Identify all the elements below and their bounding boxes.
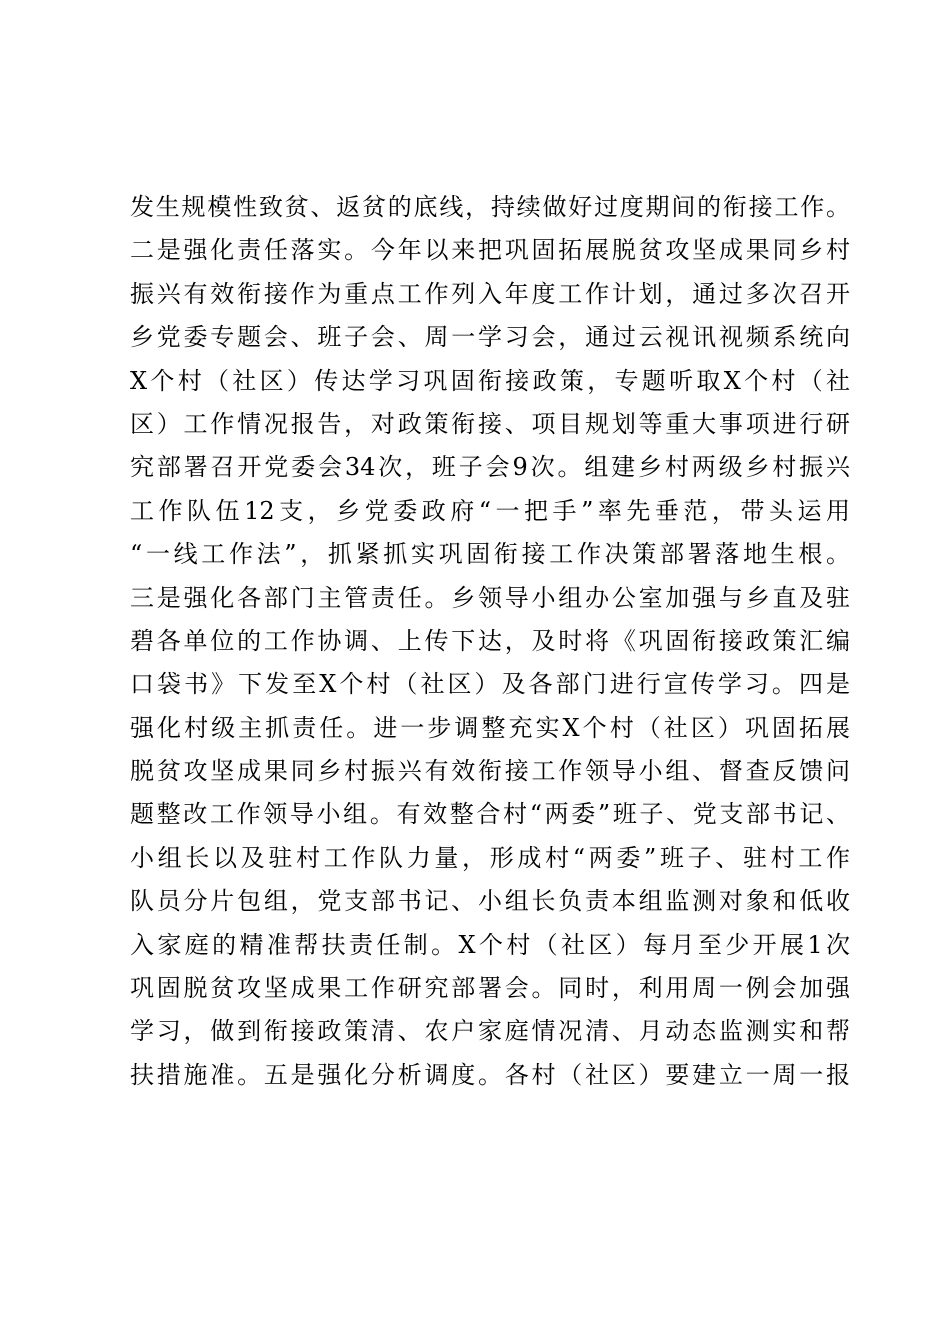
text-line-21: 扶措施准。五是强化分析调度。各村（社区）要建立一周一报 xyxy=(130,1060,850,1089)
text-line-14: 脱贫攻坚成果同乡村振兴有效衔接工作领导小组、督查反馈问 xyxy=(130,757,850,786)
text-line-3: 振兴有效衔接作为重点工作列入年度工作计划，通过多次召开 xyxy=(130,279,850,308)
body-paragraph xyxy=(130,186,850,1097)
text-line-16: 小组长以及驻村工作队力量，形成村“两委”班子、驻村工作 xyxy=(130,843,850,872)
text-line-19: 巩固脱贫攻坚成果工作研究部署会。同时，利用周一例会加强 xyxy=(130,974,850,1003)
text-line-17: 队员分片包组，党支部书记、小组长负责本组监测对象和低收 xyxy=(130,887,850,916)
text-line-15: 题整改工作领导小组。有效整合村“两委”班子、党支部书记、 xyxy=(130,800,850,829)
text-line-13: 强化村级主抓责任。进一步调整充实X个村（社区）巩固拓展 xyxy=(130,713,850,742)
text-line-2: 二是强化责任落实。今年以来把巩固拓展脱贫攻坚成果同乡村 xyxy=(130,236,850,265)
text-line-12: 口袋书》下发至X个村（社区）及各部门进行宣传学习。四是 xyxy=(130,670,850,699)
text-line-8: 工作队伍12支，乡党委政府“一把手”率先垂范，带头运用 xyxy=(130,496,850,525)
text-line-1: 发生规模性致贫、返贫的底线，持续做好过度期间的衔接工作。 xyxy=(130,193,850,221)
text-line-20: 学习，做到衔接政策清、农户家庭情况清、月动态监测实和帮 xyxy=(130,1017,850,1046)
text-line-18: 入家庭的精准帮扶责任制。X个村（社区）每月至少开展1次 xyxy=(130,930,850,959)
text-line-5: X个村（社区）传达学习巩固衔接政策，专题听取X个村（社 xyxy=(130,366,850,395)
text-line-6: 区）工作情况报告，对政策衔接、项目规划等重大事项进行研 xyxy=(130,409,850,438)
text-line-4: 乡党委专题会、班子会、周一学习会，通过云视讯视频系统向 xyxy=(130,323,850,352)
text-line-11: 碧各单位的工作协调、上传下达，及时将《巩固衔接政策汇编 xyxy=(130,626,850,655)
text-line-7: 究部署召开党委会34次，班子会9次。组建乡村两级乡村振兴 xyxy=(130,453,850,482)
text-line-10: 三是强化各部门主管责任。乡领导小组办公室加强与乡直及驻 xyxy=(130,583,850,612)
text-line-9: “一线工作法”，抓紧抓实巩固衔接工作决策部署落地生根。 xyxy=(130,540,850,569)
